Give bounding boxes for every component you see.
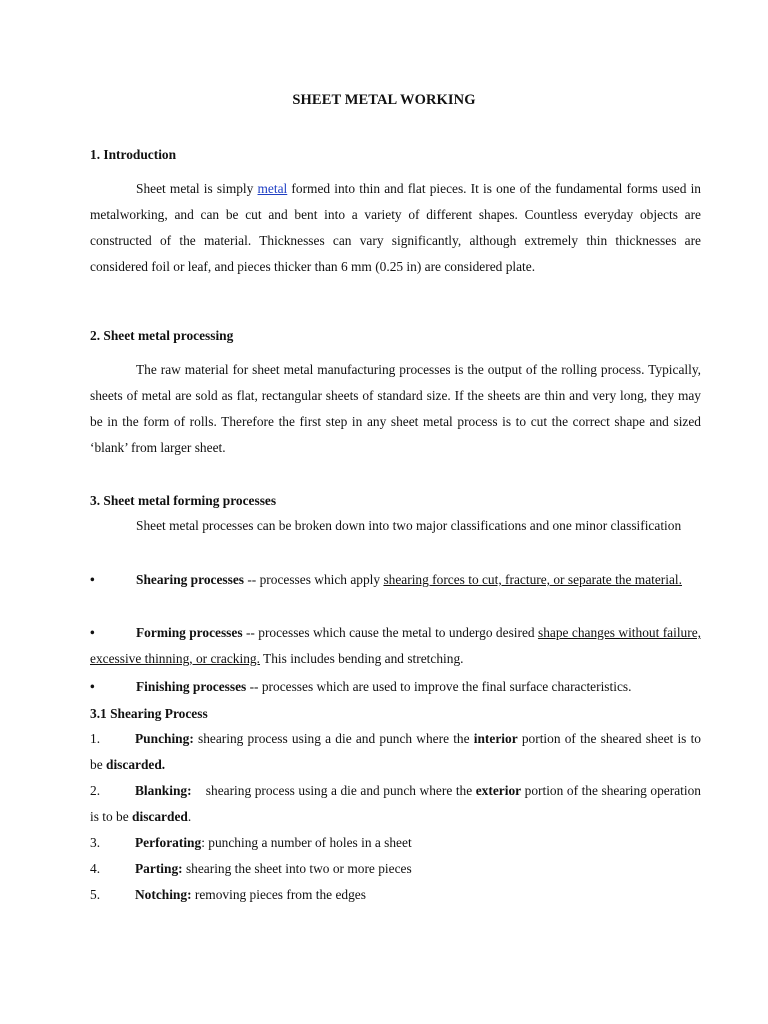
bullet-glyph: • (90, 679, 95, 694)
bullet-item: • Forming processes -- processes which cause the metal to undergo desired shape changes without failure, excessive thinning, or cracking. This includes bending and stretching. (90, 620, 701, 672)
heading-sheet-metal-processing: 2. Sheet metal processing (90, 328, 234, 343)
page-title: SHEET METAL WORKING (292, 92, 476, 108)
bullet-item: • Finishing processes -- processes which are used to improve the final surface characteristics. (90, 674, 701, 700)
list-item: 3. Perforating: punching a number of holes in a sheet (90, 835, 412, 850)
bullet-glyph: • (90, 572, 95, 587)
list-item: 5. Notching: removing pieces from the edges (90, 887, 366, 902)
bullet-item: • Shearing processes -- processes which apply shearing forces to cut, fracture, or separate the material. (90, 567, 701, 593)
list-item: 1. Punching: shearing process using a die and punch where the interior portion of the sheared sheet is to be discarded. (90, 731, 701, 772)
list-item: 4. Parting: shearing the sheet into two or more pieces (90, 861, 412, 876)
heading-forming-processes: 3. Sheet metal forming processes (90, 493, 277, 508)
paragraph-classifications: Sheet metal processes can be broken down into two major classifications and one minor classification (136, 518, 682, 533)
paragraph-sheet-metal-processing: The raw material for sheet metal manufacturing processes is the output of the rolling process. Typically, sheets of metal are sold as flat, rectangular sheets of standard size. If the sheets are thin and very long, they may be in the form of rolls. Therefore the first step in any sheet metal process is to cut the correct shape and sized ‘blank’ from larger sheet. (90, 362, 701, 455)
list-item: 2. Blanking: shearing process using a die and punch where the exterior portion of the shearing operation is to be discarded. (90, 783, 701, 824)
paragraph-introduction: Sheet metal is simply metal formed into thin and flat pieces. It is one of the fundamental forms used in metalworking, and can be cut and bent into a variety of different shapes. Countless everyday objects are constructed of the material. Thicknesses can vary significantly, although extremely thin thicknesses are considered foil or leaf, and pieces thicker than 6 mm (0.25 in) are considered plate. (90, 181, 701, 274)
heading-shearing-process: 3.1 Shearing Process (90, 706, 208, 721)
bullet-glyph: • (90, 625, 95, 640)
heading-introduction: 1. Introduction (90, 147, 177, 162)
metal-link[interactable]: metal (257, 181, 288, 196)
